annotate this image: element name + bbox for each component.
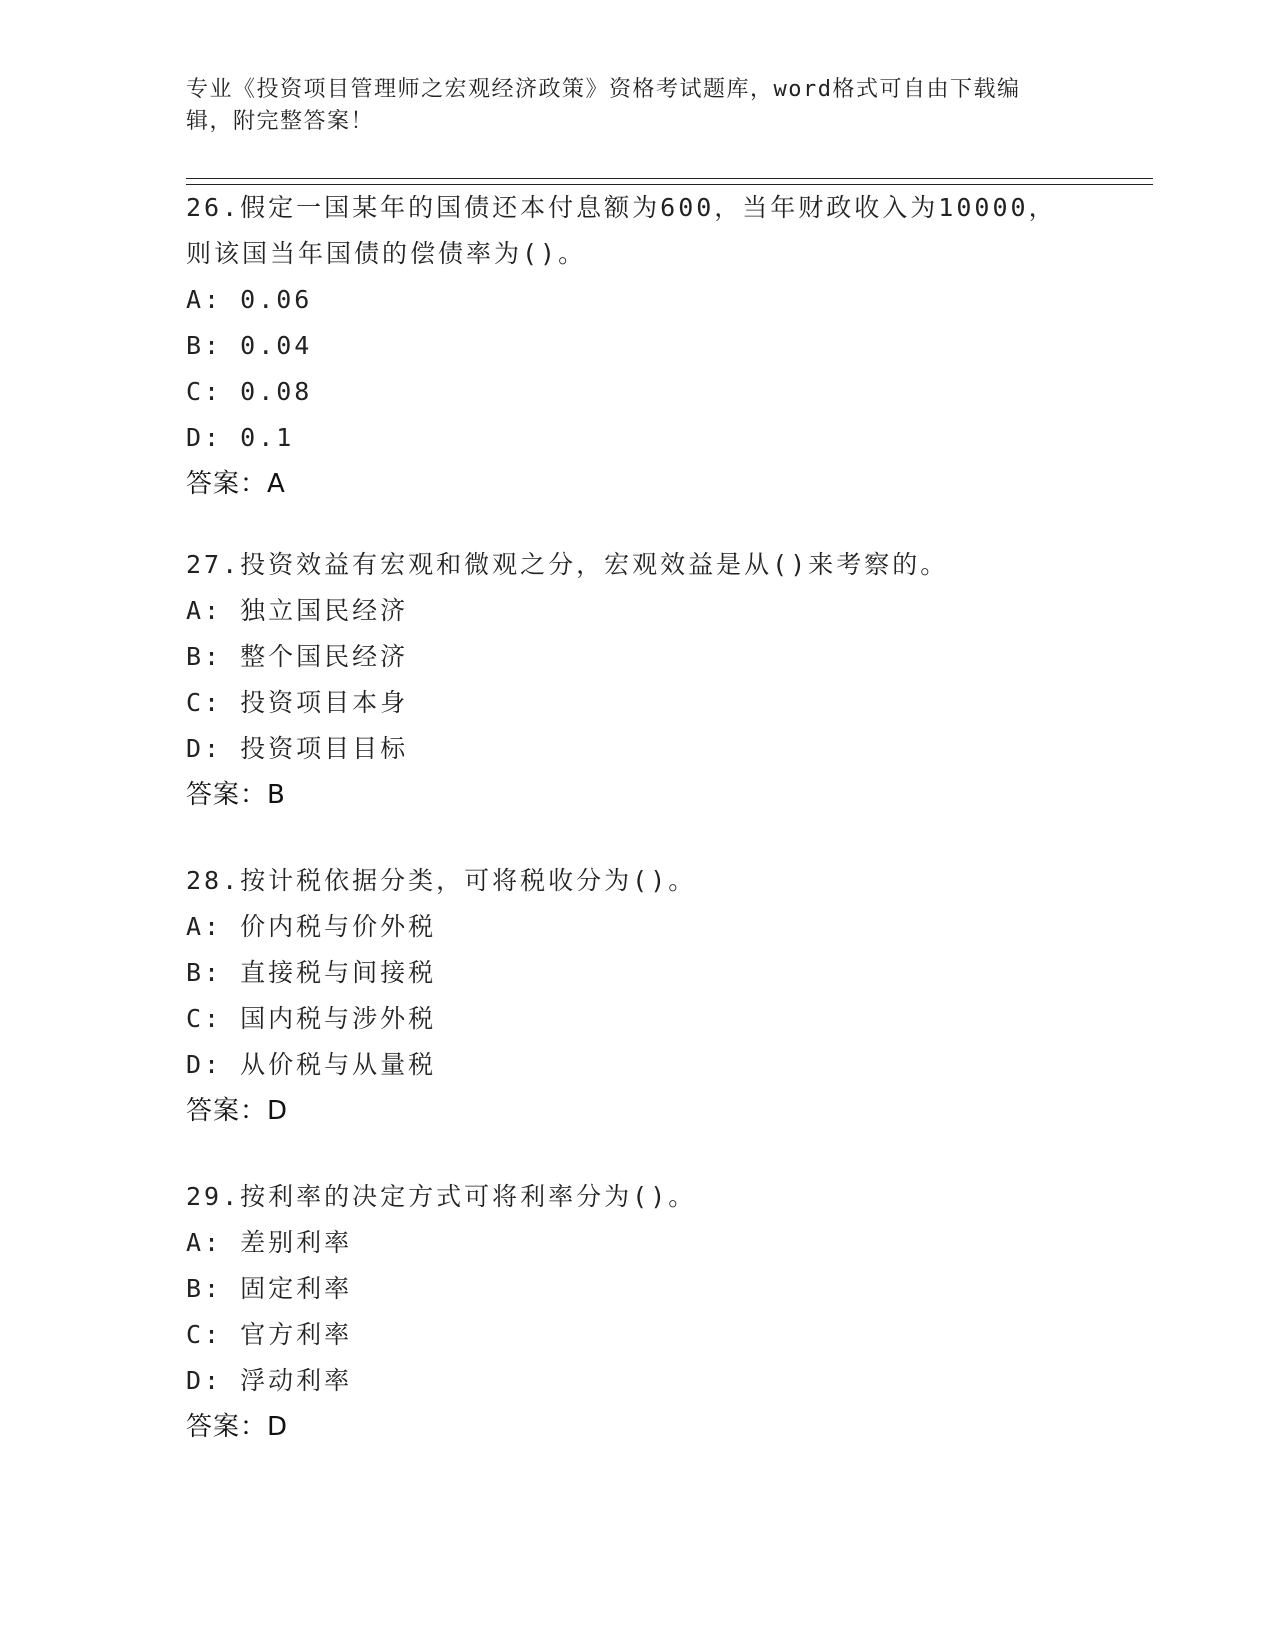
option-b: B: 整个国民经济 — [186, 642, 409, 671]
option-d: D: 投资项目目标 — [186, 734, 409, 763]
header-divider-top — [186, 178, 1153, 179]
option-a: A: 价内税与价外税 — [186, 912, 437, 941]
question-29 — [186, 1174, 1086, 1450]
header-line-1: 专业《投资项目管理师之宏观经济政策》资格考试题库，word格式可自由下载编 — [186, 77, 1021, 102]
question-stem: 28.按计税依据分类，可将税收分为()。 — [186, 866, 697, 895]
option-d: D: 从价税与从量税 — [186, 1050, 437, 1079]
option-c: C: 官方利率 — [186, 1320, 353, 1349]
header-line-2: 辑，附完整答案！ — [186, 109, 375, 134]
option-b: B: 0.04 — [186, 331, 313, 360]
answer: 答案：D — [186, 1096, 289, 1126]
answer: 答案：A — [186, 469, 286, 499]
option-d: D: 0.1 — [186, 423, 295, 452]
option-a: A: 独立国民经济 — [186, 596, 409, 625]
document-header — [186, 74, 1086, 138]
option-c: C: 0.08 — [186, 377, 313, 406]
answer: 答案：D — [186, 1412, 289, 1442]
question-stem: 29.按利率的决定方式可将利率分为()。 — [186, 1182, 697, 1211]
option-c: C: 国内税与涉外税 — [186, 1004, 437, 1033]
question-28 — [186, 858, 1086, 1134]
question-27 — [186, 542, 1086, 818]
answer: 答案：B — [186, 780, 286, 810]
option-b: B: 固定利率 — [186, 1274, 353, 1303]
option-a: A: 差别利率 — [186, 1228, 353, 1257]
question-26 — [186, 185, 1086, 507]
option-a: A: 0.06 — [186, 285, 313, 314]
option-b: B: 直接税与间接税 — [186, 958, 437, 987]
question-stem: 27.投资效益有宏观和微观之分，宏观效益是从()来考察的。 — [186, 550, 949, 579]
question-stem: 26.假定一国某年的国债还本付息额为600，当年财政收入为10000， — [186, 193, 1057, 222]
option-c: C: 投资项目本身 — [186, 688, 409, 717]
option-d: D: 浮动利率 — [186, 1366, 353, 1395]
question-stem-continued: 则该国当年国债的偿债率为()。 — [186, 239, 587, 268]
